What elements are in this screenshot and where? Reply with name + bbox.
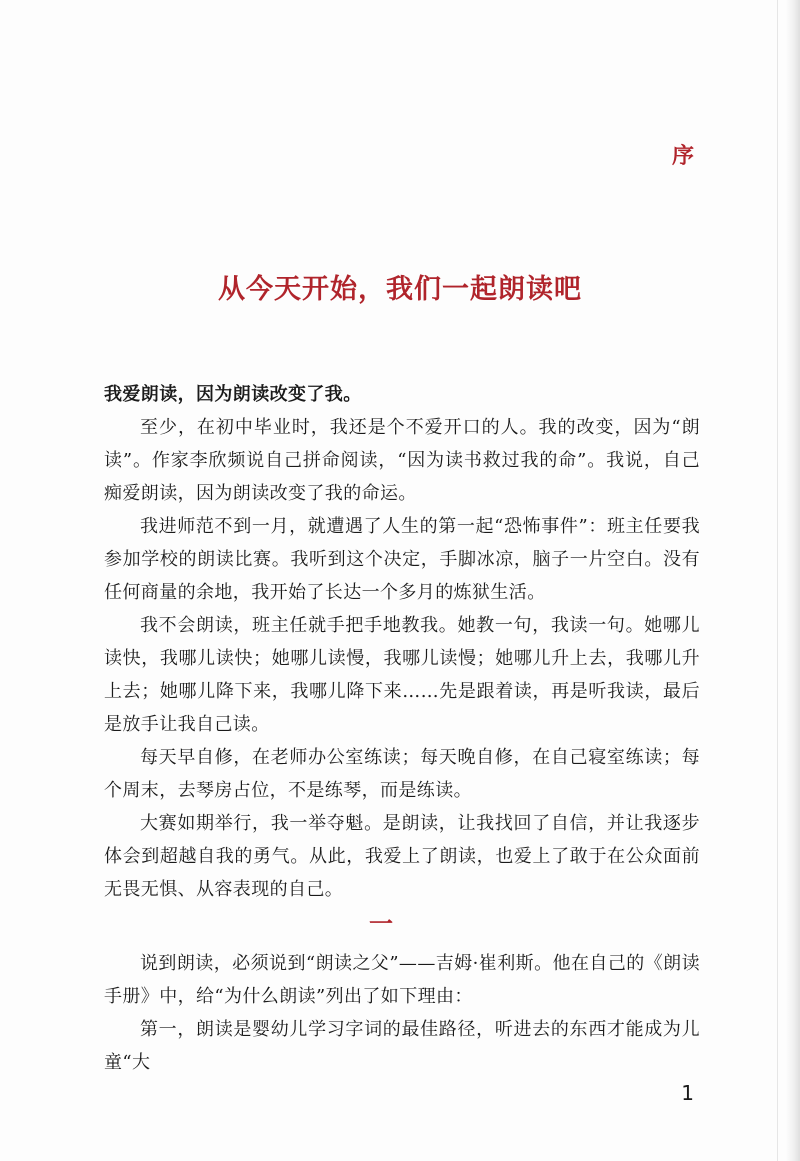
paragraph: 我进师范不到一月，就遭遇了人生的第一起“恐怖事件”：班主任要我参加学校的朗读比赛。我听到这个决定，手脚冰凉，脑子一片空白。没有任何商量的余地，我开始了长达一个多月的炼狱生活。 <box>104 516 700 603</box>
section-two-text <box>104 947 700 1079</box>
lead-sentence: 我爱朗读，因为朗读改变了我。 <box>104 384 362 405</box>
page-number: 1 <box>681 1081 694 1105</box>
paragraph: 说到朗读，必须说到“朗读之父”——吉姆·崔利斯。他在自己的《朗读手册》中，给“为什么朗读”列出了如下理由： <box>104 953 700 1007</box>
page-edge-line <box>777 0 778 1161</box>
page-edge-shadow <box>786 0 800 1161</box>
paragraph: 每天早自修，在老师办公室练读；每天晚自修，在自己寝室练读；每个周末，去琴房占位，不是练琴，而是练读。 <box>104 747 700 801</box>
paragraph: 至少，在初中毕业时，我还是个不爱开口的人。我的改变，因为“朗读”。作家李欣频说自己拼命阅读，“因为读书救过我的命”。我说，自己痴爱朗读，因为朗读改变了我的命运。 <box>104 417 700 504</box>
section-label: 序 <box>671 144 694 169</box>
paragraph: 大赛如期举行，我一举夺魁。是朗读，让我找回了自信，并让我逐步体会到超越自我的勇气。从此，我爱上了朗读，也爱上了敢于在公众面前无畏无惧、从容表现的自己。 <box>104 813 700 900</box>
section-divider: 一 <box>369 910 393 938</box>
section-one-text <box>104 378 700 906</box>
chapter-title: 从今天开始，我们一起朗读吧 <box>218 274 582 305</box>
paragraph: 第一，朗读是婴幼儿学习字词的最佳路径，听进去的东西才能成为儿童“大 <box>104 1019 700 1073</box>
paragraph: 我不会朗读，班主任就手把手地教我。她教一句，我读一句。她哪儿读快，我哪儿读快；她哪儿读慢，我哪儿读慢；她哪儿升上去，我哪儿升上去；她哪儿降下来，我哪儿降下来……先是跟着读，再是听我读，最后是放手让我自己读。 <box>104 615 700 735</box>
